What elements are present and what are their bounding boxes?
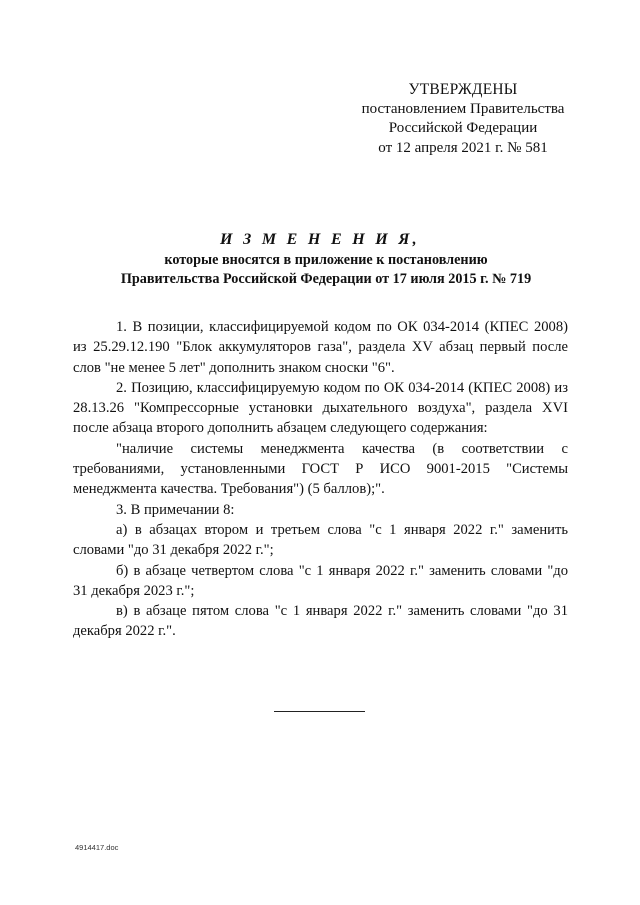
paragraph-subitem-a: а) в абзацах втором и третьем слова "с 1 января 2022 г." заменить словами "до 31 декабря 2022 г."; — [73, 521, 568, 559]
paragraph-item-2: 2. Позицию, классифицируемую кодом по ОК 034-2014 (КПЕС 2008) из 28.13.26 "Компрессорные установки дыхательного воздуха", раздела XVI после абзаца второго дополнить абзацем следующего содержания: — [73, 379, 568, 437]
approval-line-federation: Российской Федерации — [388, 120, 538, 136]
document-title-block — [0, 229, 640, 288]
paragraph-subitem-b: б) в абзаце четвертом слова "с 1 января 2022 г." заменить словами "до 31 декабря 2023 г."; — [73, 562, 568, 599]
paragraph-item-1: 1. В позиции, классифицируемой кодом по ОК 034-2014 (КПЕС 2008) из 25.29.12.190 "Блок аккумуляторов газа", раздела XV абзац первый после слов "не менее 5 лет" дополнить знаком сноски "6". — [73, 319, 568, 376]
paragraph-item-3: 3. В примечании 8: — [116, 501, 235, 518]
approval-title: УТВЕРЖДЕНЫ — [408, 81, 518, 98]
document-heading: И З М Е Н Е Н И Я, — [220, 231, 420, 248]
document-subtitle-line-2: Правительства Российской Федерации от 17 июля 2015 г. № 719 — [120, 270, 532, 287]
file-reference: 4914417.doc — [75, 843, 119, 852]
paragraph-subitem-c: в) в абзаце пятом слова "с 1 января 2022 г." заменить словами "до 31 декабря 2022 г.". — [73, 603, 568, 640]
approval-line-decree: постановлением Правительства — [361, 100, 565, 117]
paragraph-quoted-addition: "наличие системы менеджмента качества (в соответствии с требованиями, установленными ГОСТ Р ИСО 9001-2015 "Системы менеджмента качества. Требования") (5 баллов);". — [73, 440, 568, 498]
end-separator-line — [274, 711, 365, 712]
document-body — [73, 317, 568, 642]
document-subtitle-line-1: которые вносятся в приложение к постановлению — [164, 252, 488, 268]
approval-line-date-number: от 12 апреля 2021 г. № 581 — [378, 139, 548, 156]
approval-block — [318, 80, 608, 158]
